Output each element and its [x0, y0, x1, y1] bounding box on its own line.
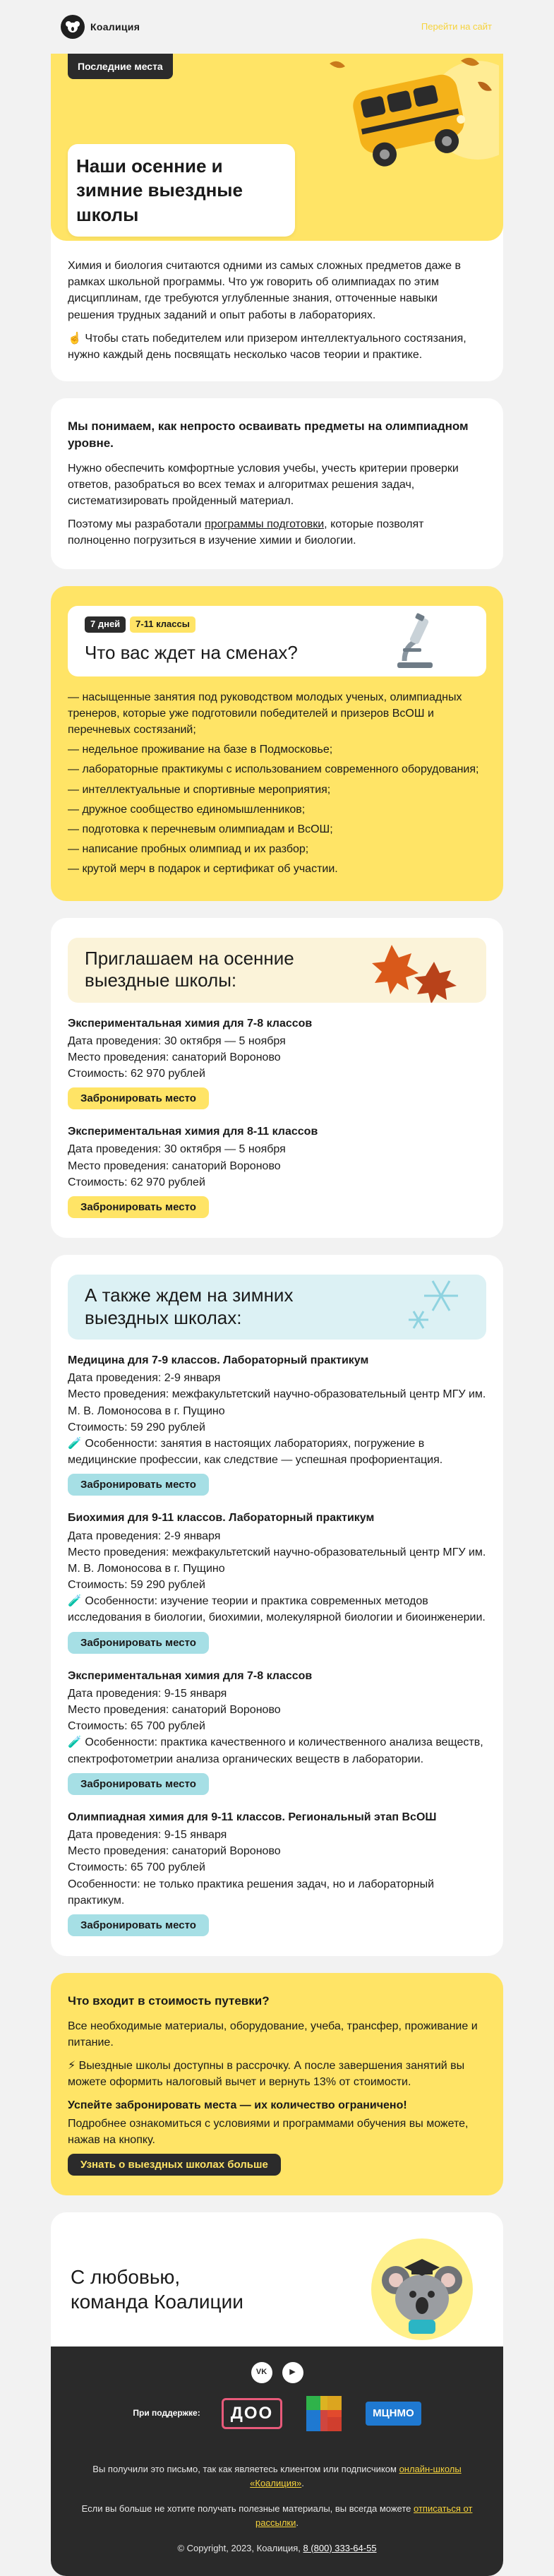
- program-features: 🧪 Особенности: занятия в настоящих лабораториях, погружение в медицинские профессии, как следствие — успешная профориентация.: [68, 1437, 443, 1467]
- program-price: Стоимость: 65 700 рублей: [68, 1861, 205, 1874]
- book-button[interactable]: Забронировать место: [68, 1632, 209, 1654]
- hero-paragraph: ☝️ Чтобы стать победителем или призером интеллектуального состязания, нужно каждый день посвящать несколько часов теории и практике.: [68, 332, 466, 361]
- unsubscribe-notice: Если вы больше не хотите получать полезные материалы, вы всегда можете отписаться от рассылки.: [81, 2503, 473, 2529]
- school-bus-illustration-icon: [323, 54, 499, 198]
- program-title: Олимпиадная химия для 9-11 классов. Региональный этап ВсОШ: [68, 1811, 437, 1823]
- book-button[interactable]: Забронировать место: [68, 1474, 209, 1496]
- program-date: Дата проведения: 2-9 января: [68, 1530, 221, 1542]
- partner-mccme-logo-icon: МЦНМО: [366, 2402, 421, 2426]
- program-card: [68, 1015, 486, 1110]
- price-section: [51, 1973, 503, 2195]
- autumn-title: Приглашаем на осенние выездные школы:: [85, 947, 294, 991]
- program-date: Дата проведения: 30 октября — 5 ноября: [68, 1034, 286, 1047]
- list-item: — подготовка к перечневым олимпиадам и ВсОШ;: [68, 823, 333, 835]
- program-date: Дата проведения: 9-15 января: [68, 1828, 227, 1841]
- grades-badge: 7-11 классы: [130, 616, 195, 633]
- program-place: Место проведения: санаторий Вороново: [68, 1159, 281, 1172]
- program-title: Биохимия для 9-11 классов. Лабораторный практикум: [68, 1512, 375, 1525]
- days-badge: 7 дней: [85, 616, 126, 633]
- footer: [51, 2347, 503, 2576]
- list-item: — написание пробных олимпиад и их разбор;: [68, 843, 309, 856]
- program-place: Место проведения: межфакультетский научно-образовательный центр МГУ им. М. В. Ломоносова в г. Пущино: [68, 1546, 486, 1575]
- farewell-line: С любовью,: [71, 2266, 181, 2289]
- program-place: Место проведения: санаторий Вороново: [68, 1704, 281, 1717]
- partners-label: При поддержке:: [133, 2408, 200, 2419]
- phone-link[interactable]: 8 (800) 333-64-55: [303, 2542, 377, 2553]
- partner-cube-logo-icon: [303, 2393, 344, 2434]
- programs-link[interactable]: программы подготовки: [205, 518, 325, 531]
- winter-title: А также ждем на зимних выездных школах:: [85, 1284, 294, 1328]
- program-features: 🧪 Особенности: изучение теории и практика современных методов исследования в биологии, биохимии, молекулярной биологии и биоинженерии.: [68, 1595, 486, 1624]
- program-card: [68, 1668, 486, 1795]
- unsubscribe-link[interactable]: отписаться от рассылки: [255, 2503, 473, 2529]
- book-button[interactable]: Забронировать место: [68, 1196, 209, 1218]
- hurry-text: Успейте забронировать места — их количество ограничено!: [68, 2099, 407, 2112]
- program-date: Дата проведения: 2-9 января: [68, 1372, 221, 1385]
- partner-doo-logo-icon: ДОО: [222, 2398, 282, 2430]
- hero-paragraph: Химия и биология считаются одними из самых сложных предметов даже в рамках школьной программы. Что уж говорить об олимпиадах по этим дисциплинам, где требуются углубленные знания, отточенные навыки решения трудных заданий и опыт работы в лабораториях.: [68, 260, 461, 321]
- program-title: Экспериментальная химия для 8-11 классов: [68, 1126, 318, 1138]
- social-links: [72, 2362, 482, 2383]
- vk-icon[interactable]: VK: [251, 2362, 272, 2383]
- program-place: Место проведения: межфакультетский научно-образовательный центр МГУ им. М. В. Ломоносова в г. Пущино: [68, 1388, 486, 1417]
- winter-schools-section: [51, 1255, 503, 1956]
- shifts-title: Что вас ждет на сменах?: [85, 641, 298, 663]
- autumn-schools-section: [51, 918, 503, 1239]
- brand-logo[interactable]: [61, 15, 140, 39]
- program-place: Место проведения: санаторий Вороново: [68, 1845, 281, 1858]
- header: [51, 0, 503, 54]
- understand-title: Мы понимаем, как непросто осваивать предметы на олимпиадном уровне.: [68, 419, 469, 450]
- hero-title: Наши осенние и зимние выездные школы: [68, 144, 295, 237]
- installment-paragraph: ⚡ Выездные школы доступны в рассрочку. А после завершения занятий вы можете оформить налоговый вычет и вернуть 13% от стоимости.: [68, 2060, 465, 2089]
- list-item: — лабораторные практикумы с использованием современного оборудования;: [68, 763, 479, 776]
- learn-more-button[interactable]: Узнать о выездных школах больше: [68, 2154, 281, 2176]
- list-item: — дружное сообщество единомышленников;: [68, 803, 306, 816]
- book-button[interactable]: Забронировать место: [68, 1087, 209, 1109]
- program-card: [68, 1352, 486, 1496]
- koala-mascot-icon: [369, 2236, 475, 2342]
- program-date: Дата проведения: 30 октября — 5 ноября: [68, 1143, 286, 1156]
- program-title: Медицина для 7-9 классов. Лабораторный практикум: [68, 1354, 369, 1367]
- snowflakes-icon: [342, 1275, 469, 1340]
- list-item: — насыщенные занятия под руководством молодых ученых, олимпиадных тренеров, которые уже подготовили победителей и призеров ВсОШ и перечневых состязаний;: [68, 691, 462, 737]
- subscription-notice: Вы получили это письмо, так как являетесь клиентом или подписчиком онлайн-школы «Коалиция».: [92, 2464, 462, 2489]
- price-title: Что входит в стоимость путевки?: [68, 1993, 270, 2008]
- program-title: Экспериментальная химия для 7-8 классов: [68, 1669, 313, 1682]
- farewell-text: [71, 2265, 243, 2314]
- program-date: Дата проведения: 9-15 января: [68, 1687, 227, 1700]
- book-button[interactable]: Забронировать место: [68, 1773, 209, 1795]
- list-item: — интеллектуальные и спортивные мероприятия;: [68, 783, 331, 796]
- partners: [72, 2393, 482, 2434]
- copyright: © Copyright, 2023, Коалиция, 8 (800) 333-64-55: [177, 2542, 377, 2553]
- price-paragraph: Все необходимые материалы, оборудование, учеба, трансфер, проживание и питание.: [68, 2020, 478, 2049]
- farewell-section: [51, 2212, 503, 2347]
- details-paragraph: Подробнее ознакомиться с условиями и программами обучения вы можете, нажав на кнопку.: [68, 2117, 469, 2146]
- program-price: Стоимость: 59 290 рублей: [68, 1579, 205, 1592]
- program-price: Стоимость: 59 290 рублей: [68, 1421, 205, 1433]
- program-features: Особенности: не только практика решения задач, но и лабораторный практикум.: [68, 1878, 435, 1907]
- brand-name: Коалиция: [90, 20, 140, 32]
- school-link[interactable]: онлайн-школы «Коалиция»: [250, 2464, 462, 2489]
- understand-paragraph-programs: Поэтому мы разработали программы подготовки, которые позволят полноценно погрузиться в изучение химии и биологии.: [68, 518, 424, 547]
- book-button[interactable]: Забронировать место: [68, 1914, 209, 1936]
- youtube-icon[interactable]: ▶: [282, 2362, 303, 2383]
- program-place: Место проведения: санаторий Вороново: [68, 1051, 281, 1063]
- site-link[interactable]: Перейти на сайт: [421, 20, 492, 32]
- koala-logo-icon: [61, 15, 85, 39]
- program-card: [68, 1809, 486, 1936]
- understand-section: [51, 398, 503, 569]
- program-card: [68, 1510, 486, 1653]
- program-card: [68, 1123, 486, 1218]
- program-price: Стоимость: 62 970 рублей: [68, 1068, 205, 1080]
- program-price: Стоимость: 65 700 рублей: [68, 1720, 205, 1733]
- last-places-badge: Последние места: [68, 54, 173, 79]
- understand-paragraph: Нужно обеспечить комфортные условия учебы, учесть критерии проверки ответов, разобраться во всех темах и алгоритмах решения задач, систематизировать пройденный материал.: [68, 462, 459, 508]
- program-title: Экспериментальная химия для 7-8 классов: [68, 1017, 313, 1030]
- list-item: — недельное проживание на базе в Подмосковье;: [68, 744, 333, 756]
- program-features: 🧪 Особенности: практика качественного и количественного анализа веществ, спектрофотометрии анализа органических веществ в лаборатории.: [68, 1736, 483, 1765]
- shifts-list: [68, 689, 486, 878]
- shifts-section: [51, 586, 503, 901]
- list-item: — крутой мерч в подарок и сертификат об участии.: [68, 863, 338, 876]
- farewell-line: команда Коалиции: [71, 2291, 243, 2313]
- hero-section: [51, 54, 503, 381]
- autumn-leaves-icon: [342, 938, 469, 1003]
- microscope-icon: [383, 612, 444, 672]
- program-price: Стоимость: 62 970 рублей: [68, 1176, 205, 1188]
